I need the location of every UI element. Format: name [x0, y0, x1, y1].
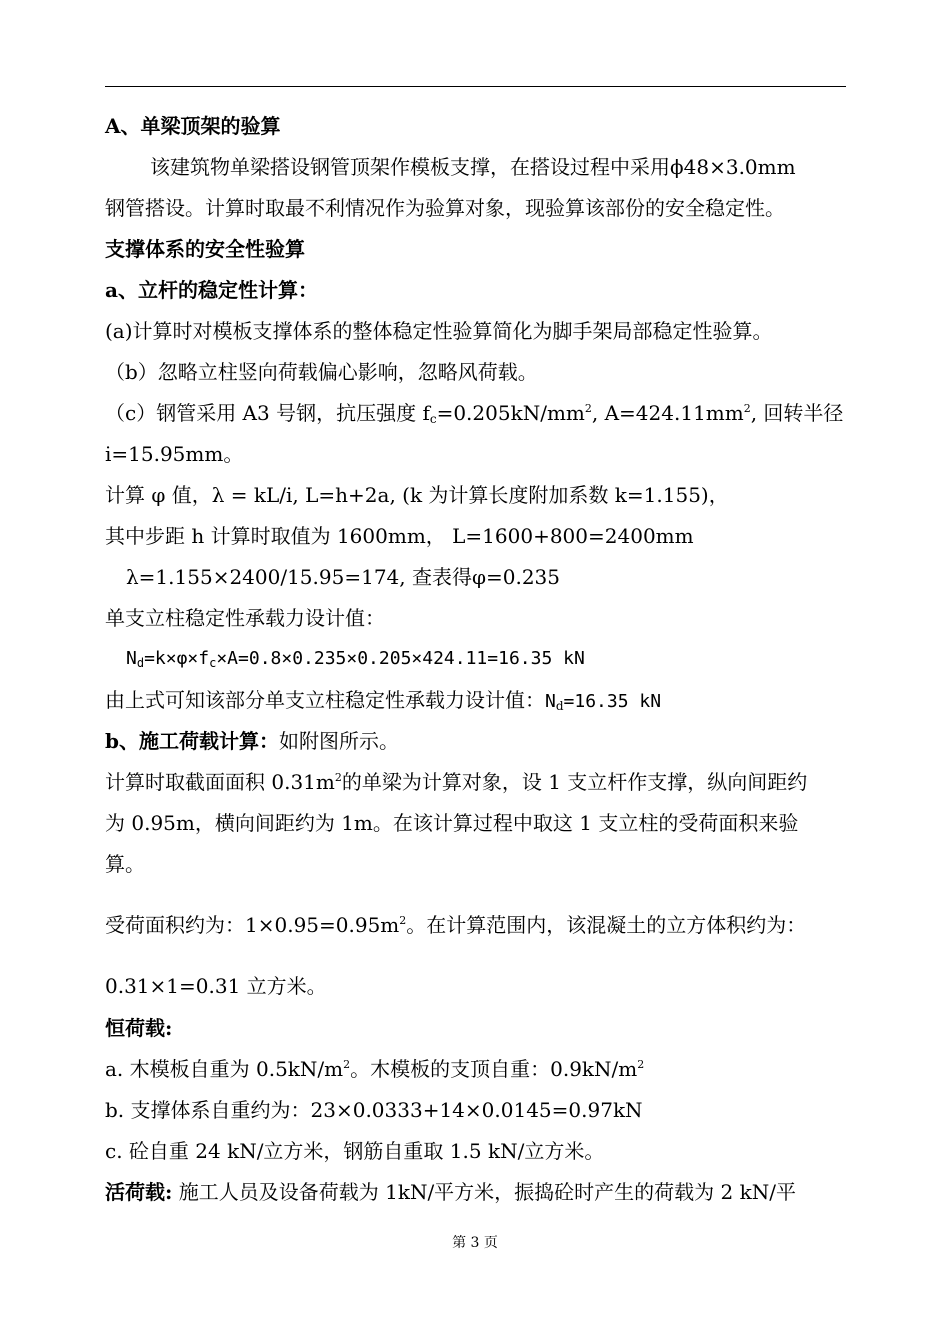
nd-symbol: N: [126, 648, 137, 669]
result-value: =16.35 kN: [563, 691, 662, 712]
nd-formula-text: ×A=0.8×0.235×0.205×424.11=16.35 kN: [216, 648, 585, 669]
live-load-text: 施工人员及设备荷载为 1kN/平方米，振捣砼时产生的荷载为 2 kN/平: [172, 1180, 796, 1204]
dead-load-b: b. 支撑体系自重约为：23×0.0333+14×0.0145=0.97kN: [105, 1098, 643, 1122]
dead-a-sup: 2: [343, 1058, 351, 1071]
nd-subscript: d: [136, 656, 145, 670]
area-line: [105, 911, 806, 939]
nd-formula-text: =k×φ×f: [144, 648, 210, 669]
item-c: [105, 399, 843, 427]
dead-load-c: c. 砼自重 24 kN/立方米，钢筋自重取 1.5 kN/立方米。: [105, 1139, 605, 1163]
volume-line: 0.31×1=0.31 立方米。: [105, 974, 327, 998]
section-heading-b-bold: b、施工荷载计算：: [105, 729, 279, 753]
live-load-line: [105, 1178, 796, 1206]
result-symbol: N: [545, 691, 556, 712]
area-text: 受荷面积约为：1×0.95=0.95m: [105, 913, 400, 937]
item-c-text: （c）钢管采用 A3 号钢，抗压强度 f: [105, 401, 430, 425]
nd-formula: [126, 645, 585, 673]
dead-a-text: a. 木模板自重为 0.5kN/m: [105, 1057, 344, 1081]
item-b: （b）忽略立柱竖向荷载偏心影响，忽略风荷载。: [105, 360, 538, 384]
item-c-sup: 2: [743, 402, 751, 415]
intro-line-2: 钢管搭设。计算时取最不利情况作为验算对象，现验算该部份的安全稳定性。: [105, 196, 785, 220]
item-c-text: , 回转半径: [750, 401, 844, 425]
fc-subscript: c: [209, 656, 217, 670]
section-heading-b: [105, 727, 399, 755]
load-text: 计算时取截面面积 0.31m: [105, 770, 335, 794]
load-line-1: [105, 768, 807, 796]
lambda-line: λ=1.155×2400/15.95=174, 查表得φ=0.235: [126, 565, 561, 589]
dead-a-sup: 2: [637, 1058, 645, 1071]
result-subscript: d: [555, 699, 564, 713]
phi-calc-line: 计算 φ 值，λ = kL/i, L=h+2a, (k 为计算长度附加系数 k=1.155)，: [105, 483, 729, 507]
page-number: 第 3 页: [452, 1235, 498, 1251]
live-load-heading: 活荷载:: [105, 1180, 173, 1204]
result-line: [105, 686, 661, 716]
section-heading-b-rest: 如附图所示。: [278, 729, 399, 753]
dead-load-heading: 恒荷载:: [105, 1016, 173, 1040]
section-heading-a: A、单梁顶架的验算: [105, 114, 281, 138]
load-line-2: 为 0.95m，横向间距约为 1m。在该计算过程中取这 1 支立柱的受荷面积来验: [105, 811, 799, 835]
item-c-text: =0.205kN/mm: [436, 401, 585, 425]
item-c-sub: c: [429, 412, 437, 426]
header-rule: [105, 86, 846, 87]
load-line-3: 算。: [105, 852, 145, 876]
stability-heading: a、立杆的稳定性计算：: [105, 278, 318, 302]
item-c-line-2: i=15.95mm。: [105, 442, 244, 466]
load-text: 的单梁为计算对象，设 1 支立杆作支撑，纵向间距约: [341, 770, 808, 794]
support-heading: 支撑体系的安全性验算: [105, 237, 305, 261]
area-text: 。在计算范围内，该混凝土的立方体积约为：: [406, 913, 807, 937]
dead-load-a: [105, 1055, 644, 1083]
dead-a-text: 。木模板的支顶自重：0.9kN/m: [350, 1057, 638, 1081]
result-text: 由上式可知该部分单支立柱稳定性承载力设计值：: [105, 688, 545, 712]
load-sup: 2: [334, 771, 342, 784]
area-sup: 2: [399, 914, 407, 927]
item-c-text: , A=424.11mm: [591, 401, 744, 425]
design-value-label: 单支立柱稳定性承载力设计值：: [105, 606, 385, 630]
item-a: (a)计算时对模板支撑体系的整体稳定性验算简化为脚手架局部稳定性验算。: [105, 319, 773, 343]
intro-line-1: 该建筑物单梁搭设钢管顶架作模板支撑，在搭设过程中采用ϕ48×3.0mm: [150, 155, 796, 179]
step-line: 其中步距 h 计算时取值为 1600mm， L=1600+800=2400mm: [105, 524, 694, 548]
item-c-sup: 2: [584, 402, 592, 415]
